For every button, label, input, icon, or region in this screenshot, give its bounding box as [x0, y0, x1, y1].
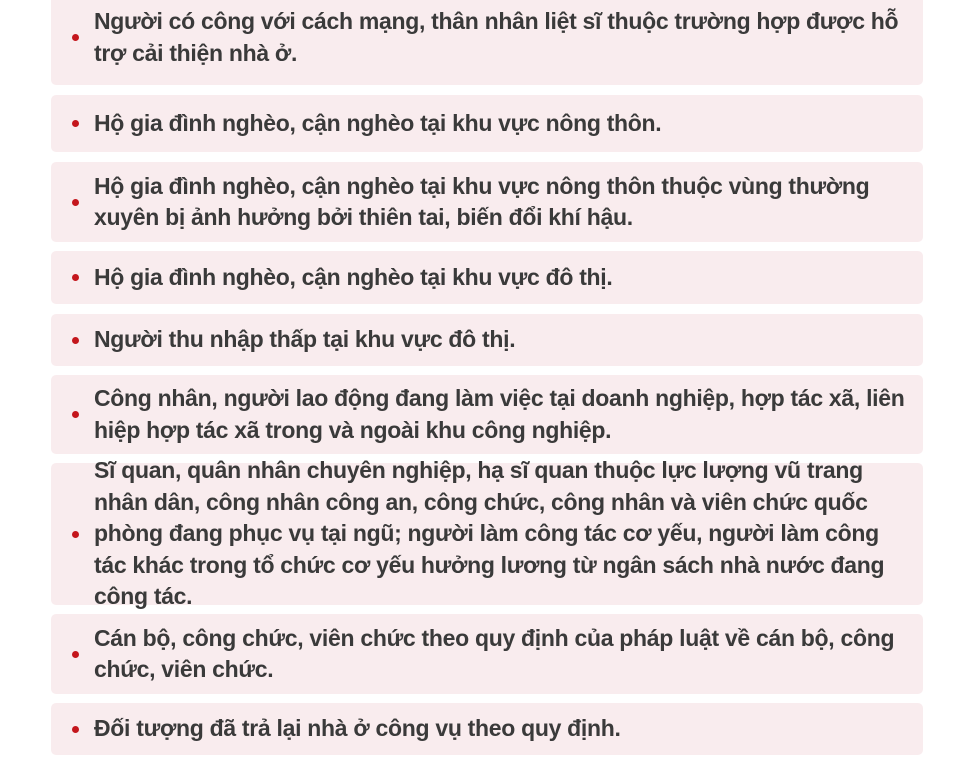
bullet-icon: [72, 337, 79, 344]
list-item: [51, 251, 923, 304]
list-item: [51, 614, 923, 694]
list-item-text: Công nhân, người lao động đang làm việc tại doanh nghiệp, hợp tác xã, liên hiệp hợp tác xã trong và ngoài khu công nghiệp.: [94, 385, 905, 443]
bullet-icon: [72, 411, 79, 418]
list-item-text: Hộ gia đình nghèo, cận nghèo tại khu vực nông thôn thuộc vùng thường xuyên bị ảnh hưởng bởi thiên tai, biến đổi khí hậu.: [94, 172, 870, 230]
bullet-icon: [72, 274, 79, 281]
bullet-icon: [72, 199, 79, 206]
bullet-icon: [72, 34, 79, 41]
bullet-icon: [72, 531, 79, 538]
list-item: [51, 314, 923, 366]
list-item-text: Đối tượng đã trả lại nhà ở công vụ theo quy định.: [94, 715, 621, 742]
list-item: [51, 703, 923, 755]
list-item: [51, 95, 923, 152]
bullet-icon: [72, 726, 79, 733]
bullet-icon: [72, 120, 79, 127]
list-item: [51, 162, 923, 242]
list-item-text: Cán bộ, công chức, viên chức theo quy định của pháp luật về cán bộ, công chức, viên chức.: [94, 624, 895, 682]
list-item-text: Người thu nhập thấp tại khu vực đô thị.: [94, 326, 516, 353]
list-item-text: Người có công với cách mạng, thân nhân liệt sĩ thuộc trường hợp được hỗ trợ cải thiện nhà ở.: [94, 8, 899, 66]
list-item-text: Sĩ quan, quân nhân chuyên nghiệp, hạ sĩ quan thuộc lực lượng vũ trang nhân dân, công nhân công an, công chức, công nhân và viên chức quốc phòng đang phục vụ tại ngũ; người làm công tác cơ yếu, người làm công tác khác trong tổ chức cơ yếu hưởng lương từ ngân sách nhà nước đang công tác.: [94, 457, 885, 610]
bullet-icon: [72, 651, 79, 658]
list-item: [51, 0, 923, 85]
list-item: [51, 375, 923, 454]
list-item: [51, 457, 923, 610]
list-item-text: Hộ gia đình nghèo, cận nghèo tại khu vực nông thôn.: [94, 109, 662, 136]
list-item-text: Hộ gia đình nghèo, cận nghèo tại khu vực đô thị.: [94, 263, 613, 290]
